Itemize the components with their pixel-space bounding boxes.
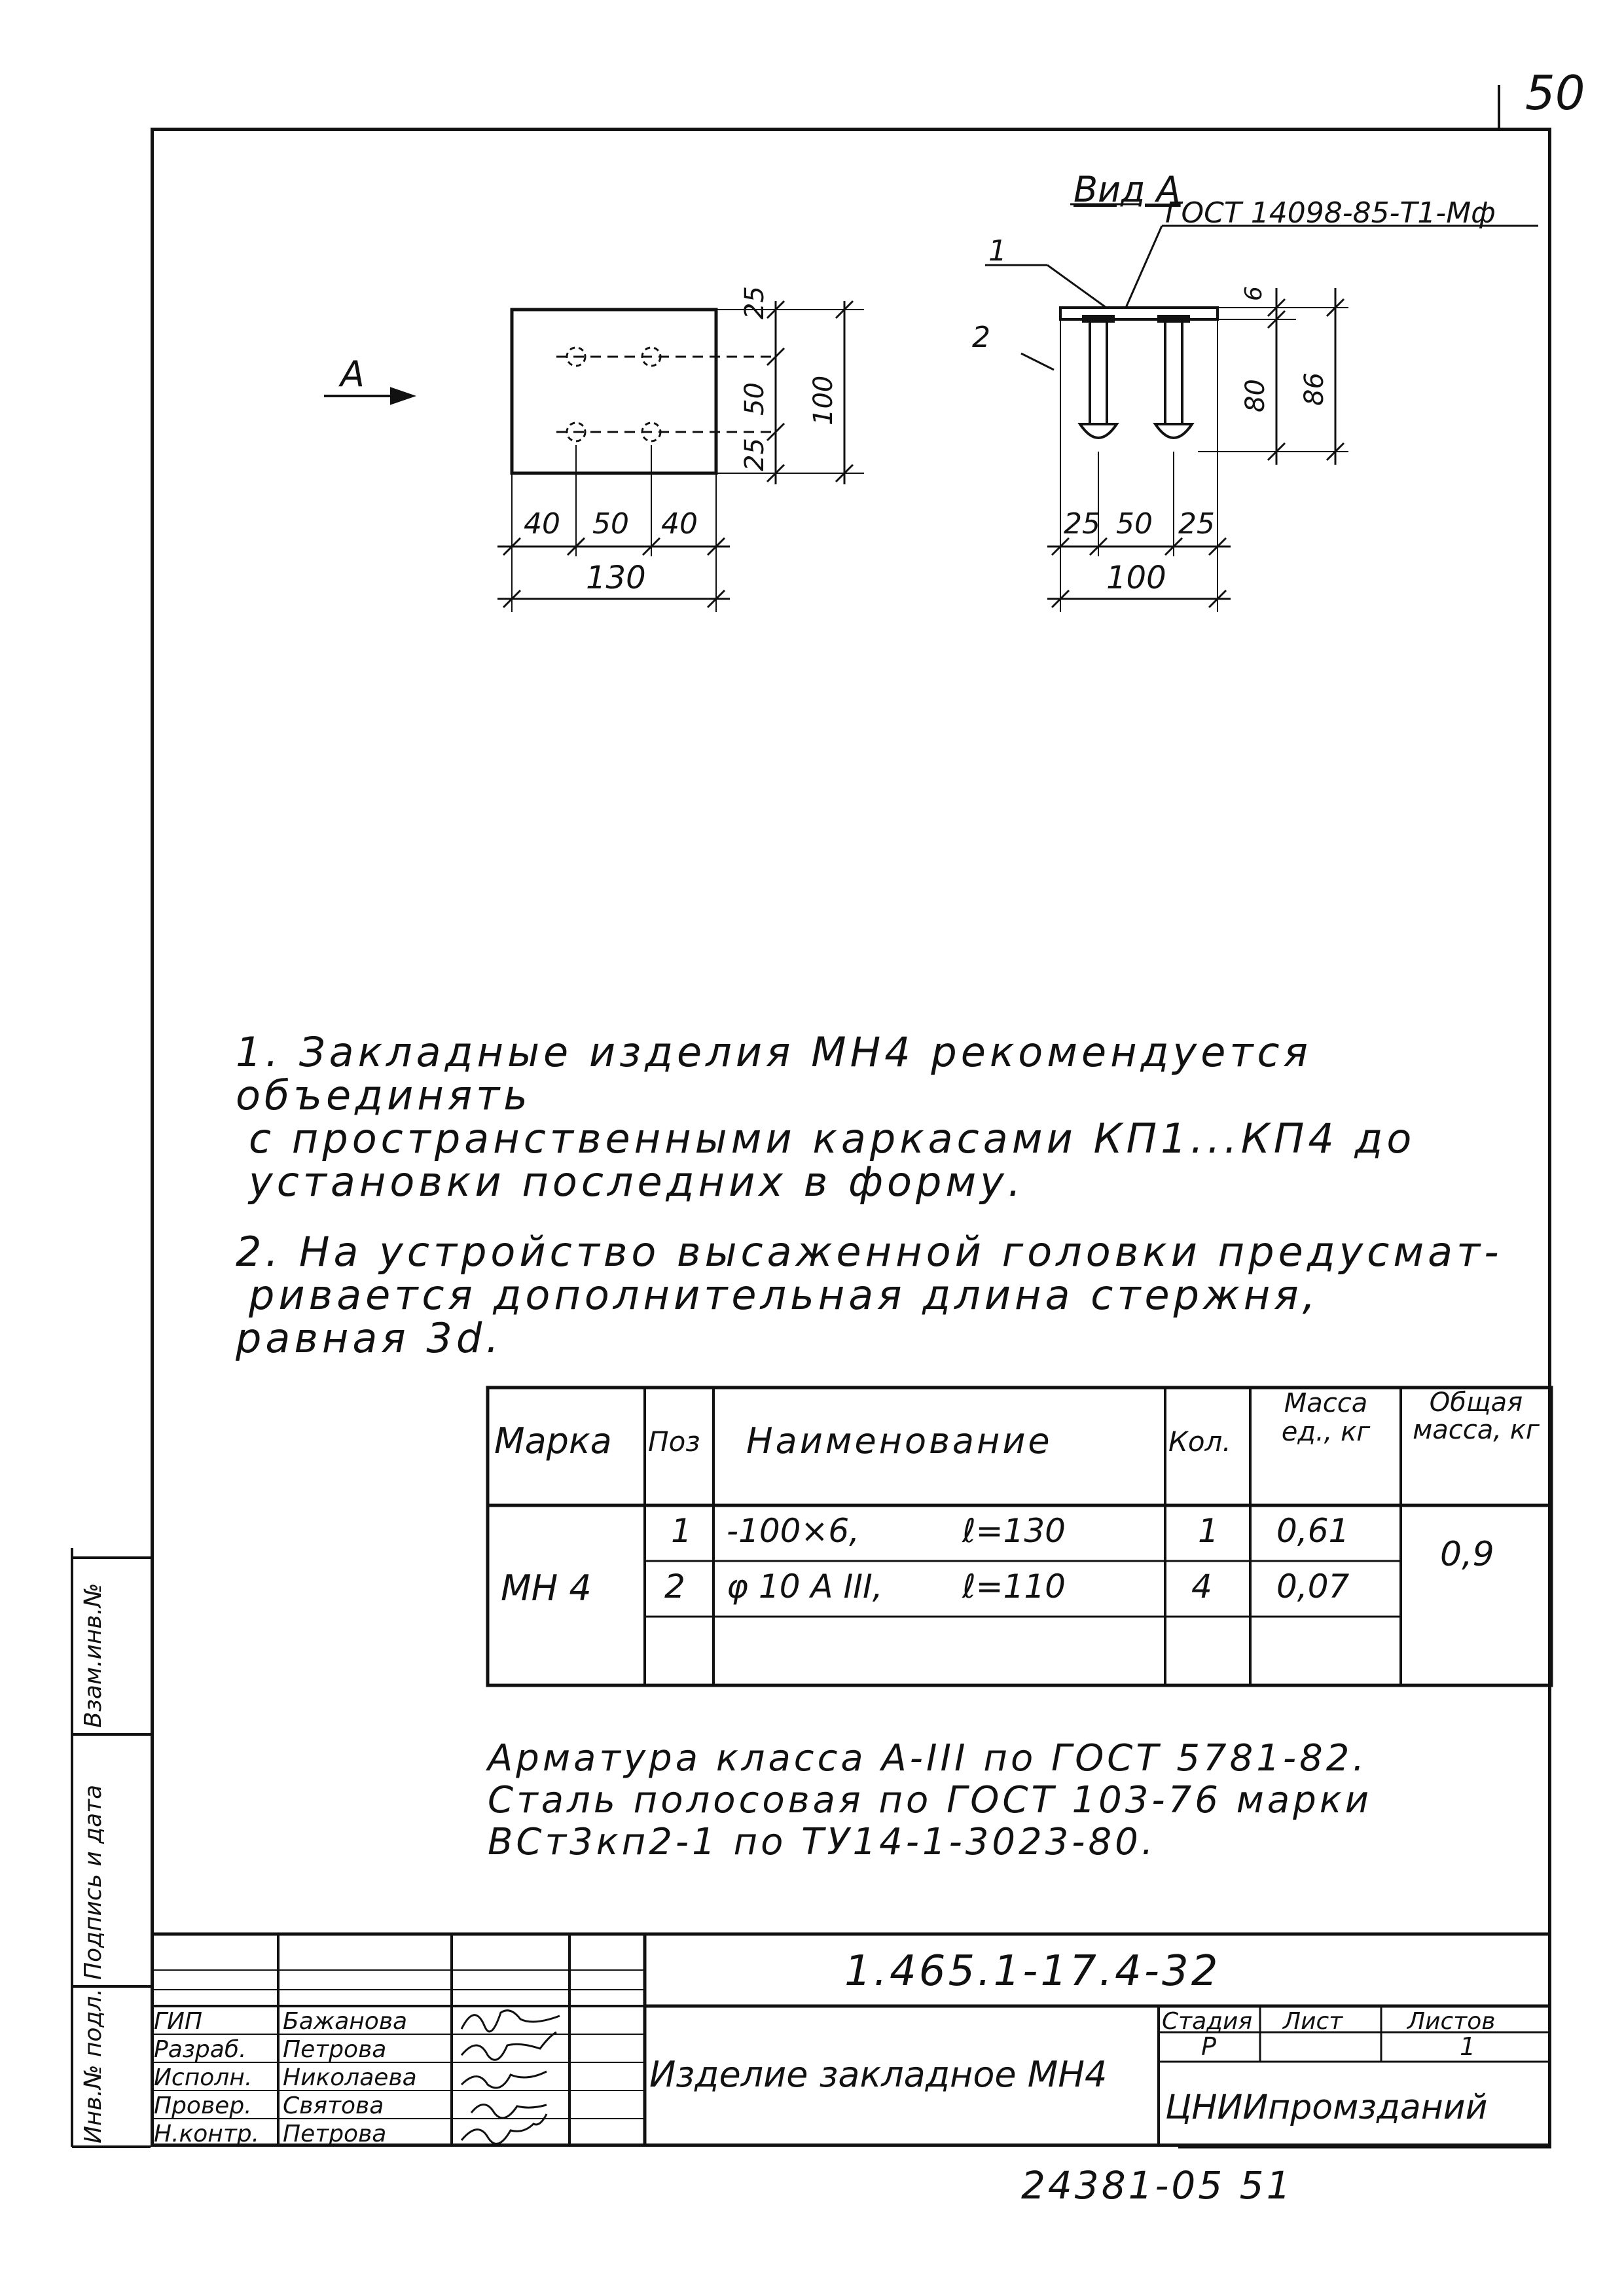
dim-plate-v-total: 100: [808, 375, 839, 425]
dim-plate-h1: 40: [524, 507, 560, 541]
note-1-line-1: 1. Закладные изделия МН4 рекомендуется объединять: [236, 1028, 1312, 1119]
sheet-label: Лист: [1283, 2008, 1343, 2035]
signature-name-2: Петрова: [283, 2036, 387, 2063]
signature-name-1: Бажанова: [283, 2008, 408, 2035]
dim-side-h1: 25: [1064, 507, 1100, 541]
dim-side-h3: 25: [1178, 507, 1215, 541]
header-unit-mass: Масса ед., кг: [1281, 1388, 1371, 1447]
note-2-line-1: 2. На устройство высаженной головки предусмат-: [236, 1228, 1503, 1276]
material-note-3: ВСт3кп2-1 по ТУ14-1-3023-80.: [488, 1821, 1157, 1863]
weld-standard: ГОСТ 14098-85-Т1-Мф: [1165, 196, 1496, 230]
strip-inv-orig: Инв.№ подл.: [80, 1988, 107, 2144]
dim-plate-h-total: 130: [586, 560, 646, 596]
row-2-qty: 4: [1191, 1568, 1212, 1605]
header-pos: Поз: [648, 1426, 700, 1458]
strip-inv-instead: Взам.инв.№: [80, 1583, 107, 1728]
stage-value: Р: [1201, 2032, 1216, 2061]
sheets-value: 1: [1460, 2032, 1476, 2061]
header-total-mass: Общая масса, кг: [1413, 1388, 1540, 1445]
position-2-label: 2: [972, 321, 990, 354]
dim-side-thickness: 6: [1240, 286, 1267, 301]
row-1-length: ℓ=130: [962, 1512, 1066, 1550]
dim-plate-h3: 40: [661, 507, 698, 541]
signature-name-3: Николаева: [283, 2064, 417, 2091]
dim-plate-v2: 50: [740, 382, 770, 416]
organization: ЦНИИпромзданий: [1165, 2088, 1488, 2127]
signature-name-5: Петрова: [283, 2121, 387, 2147]
header-name: Наименование: [746, 1420, 1053, 1462]
row-1-pos: 1: [671, 1512, 692, 1550]
signature-role-5: Н.контр.: [154, 2121, 260, 2147]
signature-name-4: Святова: [283, 2092, 384, 2119]
header-qty: Кол.: [1168, 1426, 1231, 1458]
row-1-name: -100×6,: [727, 1512, 860, 1550]
note-2-line-2: ривается дополнительная длина стержня,: [249, 1271, 1320, 1319]
row-1-unit-mass: 0,61: [1276, 1512, 1350, 1550]
note-1-line-3: установки последних в форму.: [249, 1158, 1025, 1206]
dim-side-h2: 50: [1116, 507, 1153, 541]
view-arrow-label: А: [340, 353, 365, 395]
position-1-label: 1: [988, 234, 1007, 268]
row-1-qty: 1: [1198, 1512, 1219, 1550]
signature-role-1: ГИП: [154, 2008, 203, 2035]
dim-plate-h2: 50: [592, 507, 629, 541]
spec-total-mass: 0,9: [1440, 1535, 1494, 1574]
stage-label: Стадия: [1162, 2008, 1253, 2035]
view-title: Вид А: [1074, 169, 1181, 210]
row-2-pos: 2: [664, 1568, 685, 1605]
row-2-unit-mass: 0,07: [1276, 1568, 1350, 1605]
note-2-line-3: равная 3d.: [236, 1314, 503, 1362]
dim-side-h-total: 100: [1106, 560, 1166, 596]
material-note-2: Сталь полосовая по ГОСТ 103-76 марки: [488, 1779, 1372, 1821]
material-note-1: Арматура класса А-III по ГОСТ 5781-82.: [488, 1737, 1368, 1780]
dim-plate-v1: 25: [740, 286, 770, 319]
row-2-length: ℓ=110: [962, 1568, 1066, 1605]
strip-sign-date: Подпись и дата: [80, 1784, 107, 1980]
item-name: Изделие закладное МН4: [649, 2054, 1108, 2095]
spec-mark: МН 4: [501, 1568, 592, 1609]
signature-role-2: Разраб.: [154, 2036, 247, 2063]
sheets-label: Листов: [1407, 2008, 1496, 2035]
signature-role-3: Исполн.: [154, 2064, 253, 2091]
dim-side-total: 86: [1299, 372, 1329, 406]
sheet-number: 50: [1525, 65, 1585, 120]
header-mark: Марка: [494, 1420, 612, 1462]
note-1-line-2: с пространственными каркасами КП1...КП4 до: [249, 1115, 1416, 1162]
dim-side-stud: 80: [1240, 379, 1271, 412]
signature-role-4: Провер.: [154, 2092, 252, 2119]
dim-plate-v3: 25: [740, 438, 770, 471]
row-2-name: φ 10 А III,: [727, 1568, 883, 1605]
document-code: 1.465.1-17.4-32: [844, 1947, 1221, 1996]
bottom-code: 24381-05 51: [1021, 2163, 1293, 2208]
